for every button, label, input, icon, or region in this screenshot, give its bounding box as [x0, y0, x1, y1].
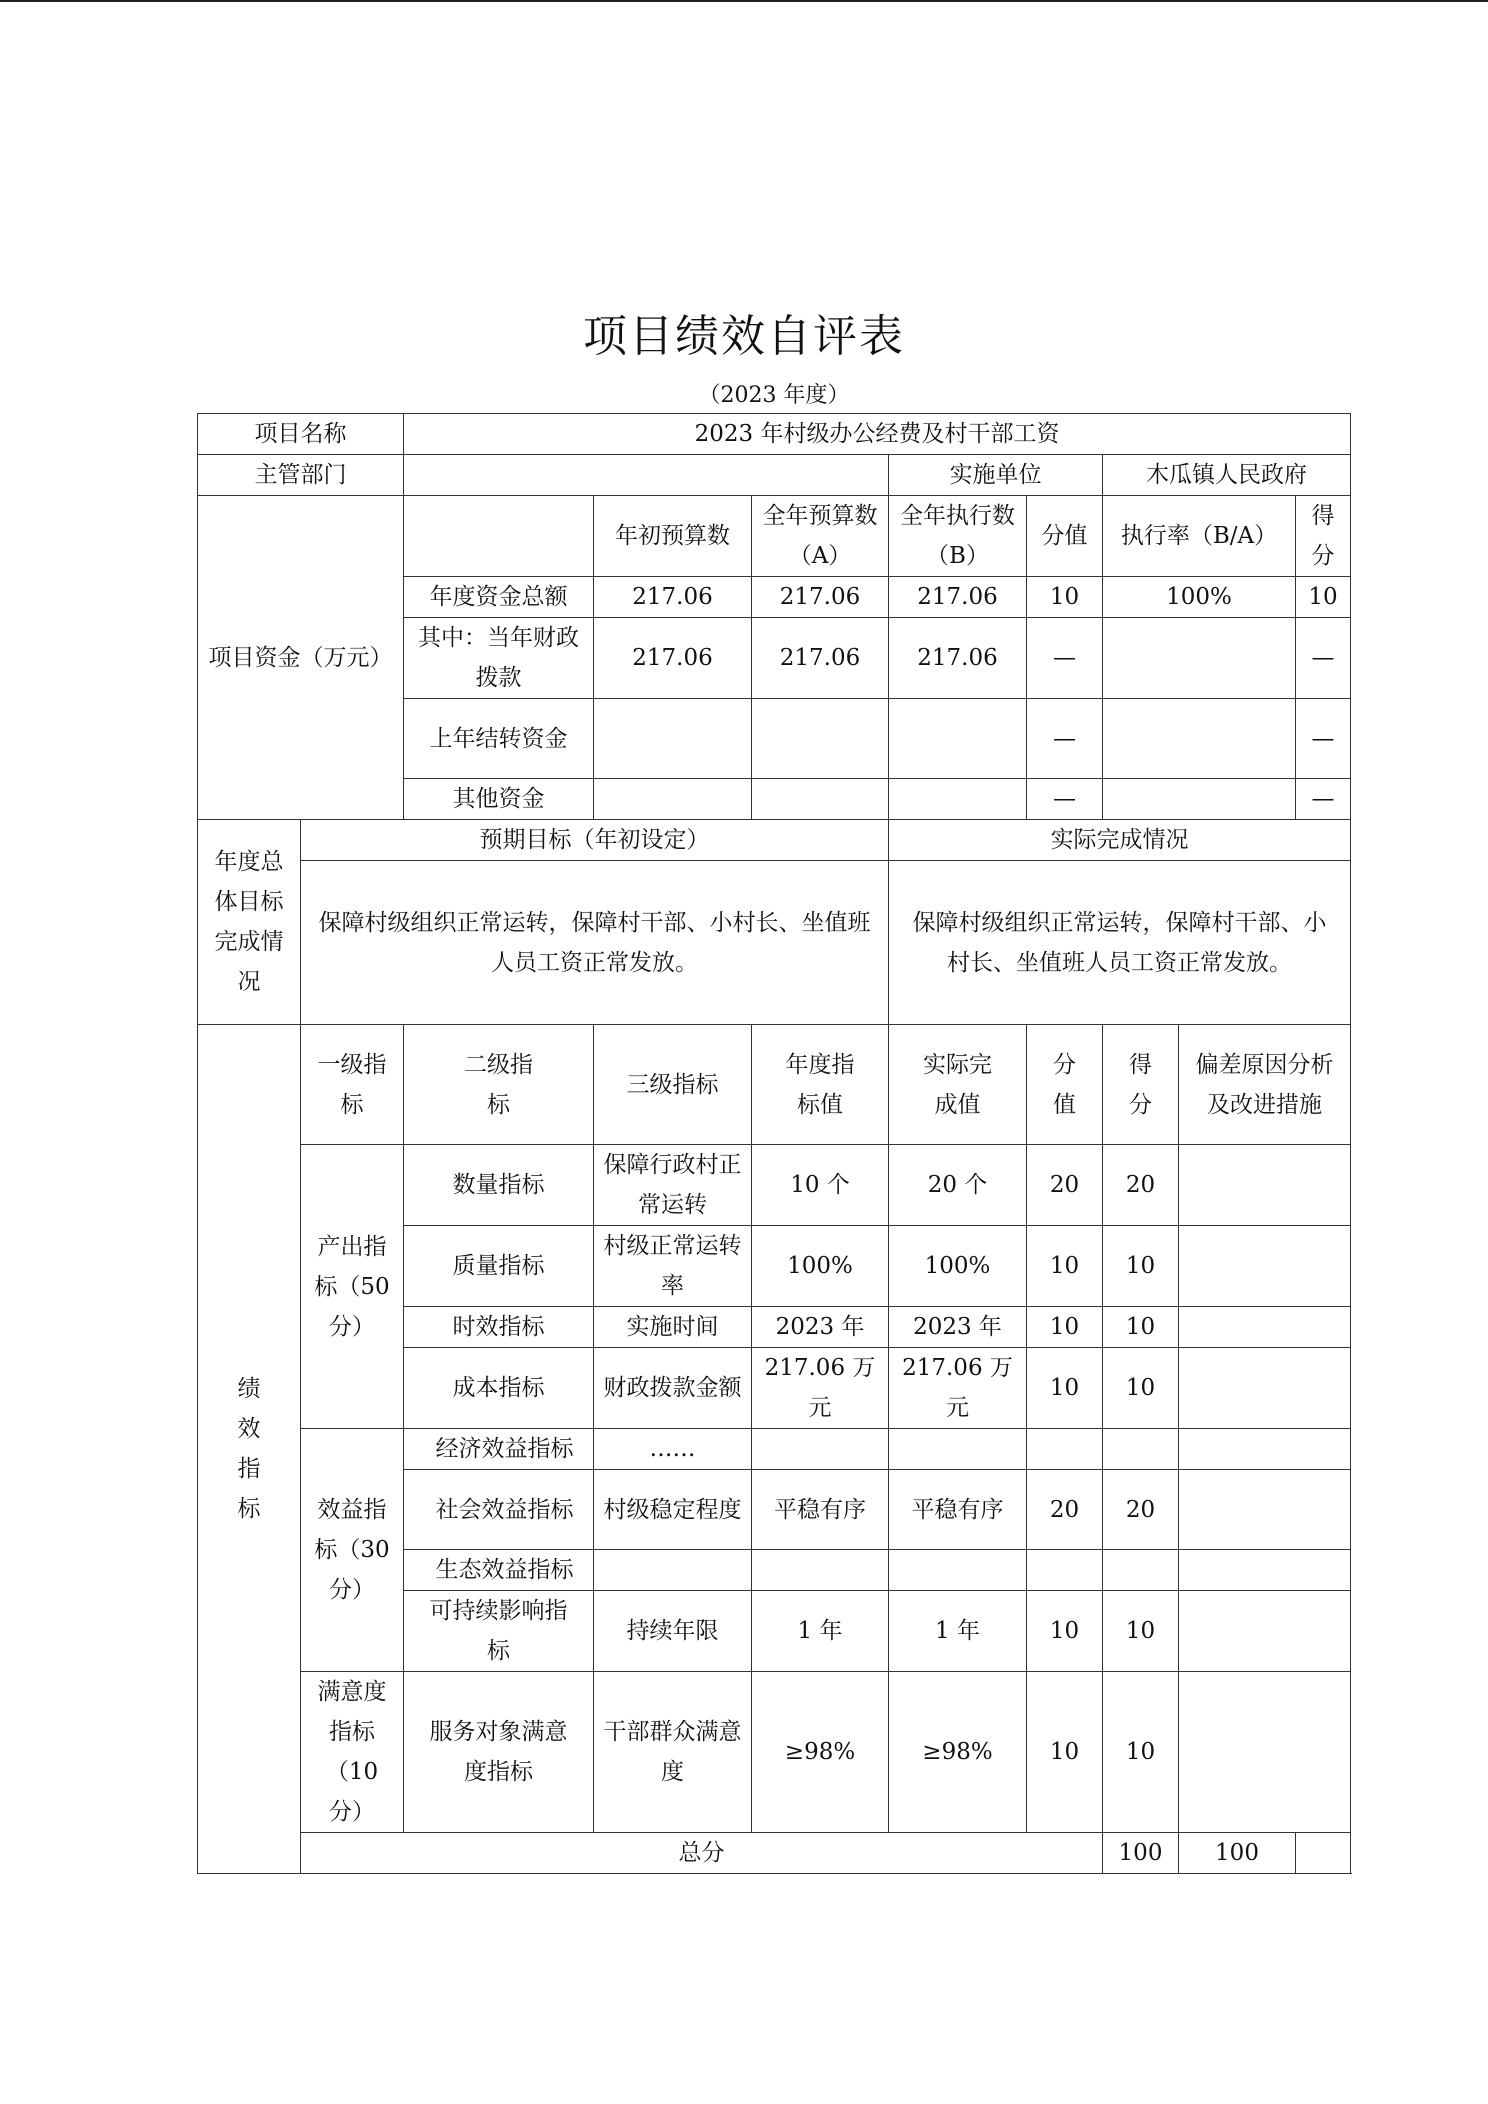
- perf-row-reason: [1179, 1307, 1351, 1348]
- perf-row-level2: 社会效益指标: [404, 1470, 594, 1550]
- funds-row-score-value: —: [1027, 618, 1103, 699]
- perf-row-level2: 可持续影响指标: [404, 1591, 594, 1672]
- perf-row-score: 10: [1103, 1307, 1179, 1348]
- perf-row-level3: 村级正常运转率: [594, 1226, 752, 1307]
- perf-row-level3: 持续年限: [594, 1591, 752, 1672]
- perf-row-score-value: 20: [1027, 1145, 1103, 1226]
- perf-row-actual: 2023 年: [889, 1307, 1027, 1348]
- project-name-label: 项目名称: [198, 414, 404, 455]
- perf-row-score: 10: [1103, 1672, 1179, 1833]
- perf-row-target: 平稳有序: [752, 1470, 889, 1550]
- funds-row-score-value: 10: [1027, 577, 1103, 618]
- perf-row-score-value: 10: [1027, 1307, 1103, 1348]
- perf-row-level3: 干部群众满意度: [594, 1672, 752, 1833]
- goals-content-row: [198, 861, 1351, 1025]
- perf-row-level2: 成本指标: [404, 1348, 594, 1429]
- funds-row-score: —: [1296, 618, 1351, 699]
- perf-row: [198, 1429, 1351, 1470]
- funds-label: [198, 496, 404, 820]
- funds-header-rate: 执行率（B/A）: [1103, 496, 1296, 577]
- perf-row-reason: [1179, 1550, 1351, 1591]
- funds-label-text: 项目资金（万元）: [208, 644, 393, 671]
- perf-row-actual: ≥98%: [889, 1672, 1027, 1833]
- perf-row-level3: ……: [594, 1429, 752, 1470]
- perf-header-level1: 一级指标: [301, 1025, 404, 1145]
- perf-row-score-value: [1027, 1550, 1103, 1591]
- department-row: [198, 455, 1351, 496]
- perf-row-target: 2023 年: [752, 1307, 889, 1348]
- perf-row-score-value: [1027, 1429, 1103, 1470]
- perf-row-reason: [1179, 1470, 1351, 1550]
- perf-row-score-value: 10: [1027, 1591, 1103, 1672]
- funds-row-label: 其中：当年财政拨款: [404, 618, 594, 699]
- perf-row-actual: [889, 1429, 1027, 1470]
- perf-header-row: [198, 1025, 1351, 1145]
- funds-row-initial: 217.06: [594, 577, 752, 618]
- funds-row-budget: [752, 779, 889, 820]
- funds-row-rate: [1103, 618, 1296, 699]
- total-score: 100: [1179, 1833, 1296, 1874]
- perf-row-reason: [1179, 1145, 1351, 1226]
- perf-row-level3: 保障行政村正常运转: [594, 1145, 752, 1226]
- funds-row-rate: [1103, 779, 1296, 820]
- funds-row-initial: [594, 779, 752, 820]
- perf-row-score: 10: [1103, 1226, 1179, 1307]
- perf-row-level2: 生态效益指标: [404, 1550, 594, 1591]
- goals-expected-header: 预期目标（年初设定）: [301, 820, 889, 861]
- perf-header-reason: 偏差原因分析及改进措施: [1179, 1025, 1351, 1145]
- document-year: （2023 年度）: [698, 383, 850, 408]
- perf-row-target: 217.06 万元: [752, 1348, 889, 1429]
- funds-row-initial: [594, 699, 752, 779]
- perf-row-target: [752, 1550, 889, 1591]
- perf-group-benefit: 效益指标（30分）: [301, 1429, 404, 1672]
- page-top-border: [0, 0, 1488, 2]
- perf-row-score: 20: [1103, 1145, 1179, 1226]
- self-evaluation-table: [197, 413, 1351, 1874]
- funds-header-budget: 全年预算数（A）: [752, 496, 889, 577]
- perf-row-score-value: 10: [1027, 1672, 1103, 1833]
- total-score-value: 100: [1103, 1833, 1179, 1874]
- perf-row-reason: [1179, 1591, 1351, 1672]
- implementing-unit-value: 木瓜镇人民政府: [1103, 455, 1351, 496]
- funds-header-row: [198, 496, 1351, 577]
- funds-row-rate: [1103, 699, 1296, 779]
- perf-row-level3: [594, 1550, 752, 1591]
- funds-header-score-value: 分值: [1027, 496, 1103, 577]
- perf-row-level2: 服务对象满意度指标: [404, 1672, 594, 1833]
- perf-label-text: 绩效指标: [237, 1376, 261, 1522]
- perf-row-score: 20: [1103, 1470, 1179, 1550]
- project-name-value: 2023 年村级办公经费及村干部工资: [404, 414, 1351, 455]
- perf-row-score: [1103, 1429, 1179, 1470]
- funds-header-initial: 年初预算数: [594, 496, 752, 577]
- perf-row-level2: 质量指标: [404, 1226, 594, 1307]
- perf-row-reason: [1179, 1348, 1351, 1429]
- department-value: [404, 455, 889, 496]
- total-reason: [1296, 1833, 1351, 1874]
- perf-row-actual: 217.06 万元: [889, 1348, 1027, 1429]
- perf-row-level3: 实施时间: [594, 1307, 752, 1348]
- perf-row-target: 10 个: [752, 1145, 889, 1226]
- funds-header-score: 得分: [1296, 496, 1351, 577]
- goals-expected-text: 保障村级组织正常运转，保障村干部、小村长、坐值班人员工资正常发放。: [301, 861, 889, 1025]
- perf-row-score: [1103, 1550, 1179, 1591]
- funds-row-executed: [889, 779, 1027, 820]
- funds-row-label: 其他资金: [404, 779, 594, 820]
- total-label: 总分: [301, 1833, 1103, 1874]
- perf-row-reason: [1179, 1672, 1351, 1833]
- funds-row-executed: 217.06: [889, 618, 1027, 699]
- funds-row-score: —: [1296, 699, 1351, 779]
- goals-actual-text: 保障村级组织正常运转，保障村干部、小村长、坐值班人员工资正常发放。: [889, 861, 1351, 1025]
- perf-header-actual: 实际完成值: [889, 1025, 1027, 1145]
- funds-row-budget: 217.06: [752, 618, 889, 699]
- perf-row-score: 10: [1103, 1591, 1179, 1672]
- perf-header-level3: 三级指标: [594, 1025, 752, 1145]
- perf-row-target: 100%: [752, 1226, 889, 1307]
- funds-row-label: 年度资金总额: [404, 577, 594, 618]
- funds-row-rate: 100%: [1103, 577, 1296, 618]
- perf-row-level2: 经济效益指标: [404, 1429, 594, 1470]
- perf-row-target: ≥98%: [752, 1672, 889, 1833]
- funds-header-blank: [404, 496, 594, 577]
- perf-group-satisfaction: 满意度指标（10分）: [301, 1672, 404, 1833]
- perf-row-level2: 时效指标: [404, 1307, 594, 1348]
- perf-label: [198, 1025, 301, 1874]
- perf-row: [198, 1672, 1351, 1833]
- funds-header-executed: 全年执行数（B）: [889, 496, 1027, 577]
- perf-row-actual: 20 个: [889, 1145, 1027, 1226]
- perf-row-score-value: 10: [1027, 1226, 1103, 1307]
- funds-row-budget: [752, 699, 889, 779]
- funds-row-score: 10: [1296, 577, 1351, 618]
- funds-row-score: —: [1296, 779, 1351, 820]
- funds-row-budget: 217.06: [752, 577, 889, 618]
- document-title: 项目绩效自评表: [583, 311, 905, 362]
- perf-row-score: 10: [1103, 1348, 1179, 1429]
- perf-header-score-value: 分值: [1027, 1025, 1103, 1145]
- perf-row: [198, 1145, 1351, 1226]
- perf-group-output: 产出指标（50分）: [301, 1145, 404, 1429]
- department-label: 主管部门: [198, 455, 404, 496]
- project-name-row: [198, 414, 1351, 455]
- perf-row-score-value: 20: [1027, 1470, 1103, 1550]
- perf-header-target: 年度指标值: [752, 1025, 889, 1145]
- perf-row-actual: [889, 1550, 1027, 1591]
- perf-row-actual: 平稳有序: [889, 1470, 1027, 1550]
- perf-row-reason: [1179, 1429, 1351, 1470]
- funds-row-score-value: —: [1027, 699, 1103, 779]
- goals-label: 年度总体目标完成情况: [198, 820, 301, 1025]
- total-row: [198, 1833, 1351, 1874]
- goals-actual-header: 实际完成情况: [889, 820, 1351, 861]
- perf-row-reason: [1179, 1226, 1351, 1307]
- perf-header-level2: 二级指标: [404, 1025, 594, 1145]
- funds-row-executed: 217.06: [889, 577, 1027, 618]
- perf-row-level2: 数量指标: [404, 1145, 594, 1226]
- implementing-unit-label: 实施单位: [889, 455, 1103, 496]
- funds-row-executed: [889, 699, 1027, 779]
- perf-header-score: 得分: [1103, 1025, 1179, 1145]
- perf-row-target: [752, 1429, 889, 1470]
- perf-row-level3: 村级稳定程度: [594, 1470, 752, 1550]
- perf-row-target: 1 年: [752, 1591, 889, 1672]
- funds-row-label: 上年结转资金: [404, 699, 594, 779]
- funds-row-score-value: —: [1027, 779, 1103, 820]
- perf-row-level3: 财政拨款金额: [594, 1348, 752, 1429]
- funds-row-initial: 217.06: [594, 618, 752, 699]
- goals-header-row: [198, 820, 1351, 861]
- perf-row-actual: 1 年: [889, 1591, 1027, 1672]
- perf-row-score-value: 10: [1027, 1348, 1103, 1429]
- perf-row-actual: 100%: [889, 1226, 1027, 1307]
